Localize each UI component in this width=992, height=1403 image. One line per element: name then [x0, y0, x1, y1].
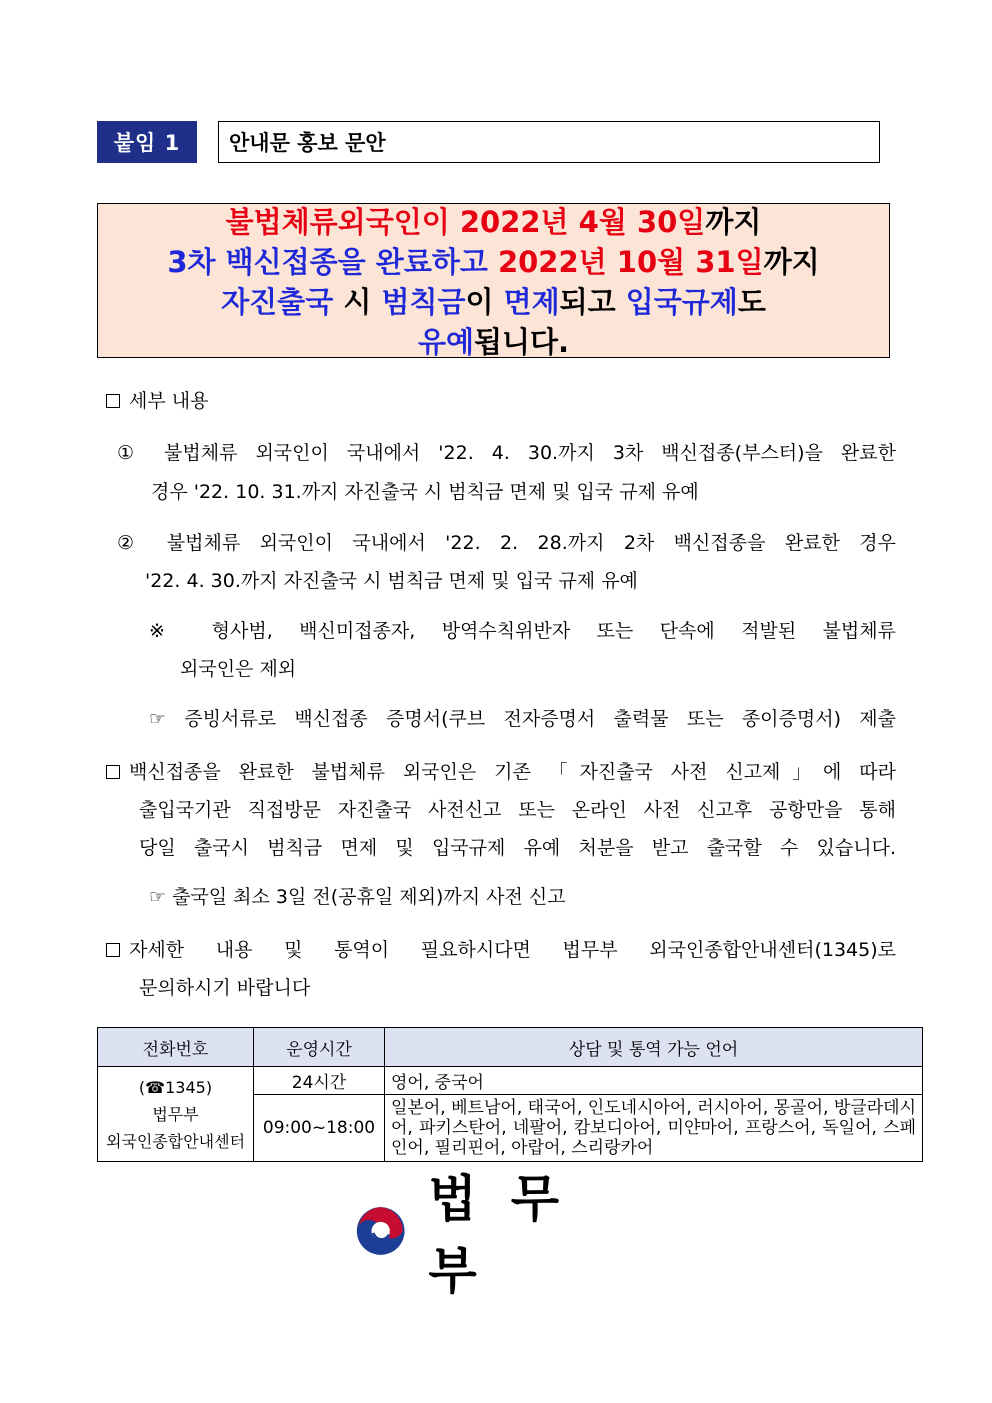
headline-line-4: [98, 324, 889, 364]
headline-segment: 불법체류외국인이 2022년 4월 30일: [225, 205, 706, 239]
table-row: [98, 1067, 923, 1095]
document-note: ☞ 증빙서류로 백신접종 증명서(쿠브 전자증명서 출력물 또는 종이증명서) 제출: [149, 708, 896, 730]
contact-line-2: 문의하시기 바랍니다: [139, 977, 311, 999]
taegeuk-emblem-icon: [355, 1203, 406, 1259]
details-item-1-line-2: 경우 '22. 10. 31.까지 자진출국 시 범칙금 면제 및 입국 규제 유예: [151, 481, 699, 503]
headline-segment: 자진출국: [221, 285, 334, 319]
phone-org: 법무부: [152, 1104, 199, 1124]
headline-segment: 2022년 10월 31일: [497, 245, 764, 279]
headline-segment: 면제: [503, 285, 560, 319]
details-item-2-line-2: '22. 4. 30.까지 자진출국 시 범칙금 면제 및 입국 규제 유예: [145, 570, 638, 592]
document-title: 안내문 홍보 문안: [218, 121, 880, 163]
checkbox-square-icon: [106, 943, 120, 957]
headline-segment: 됩니다.: [473, 325, 570, 359]
ministry-logo: [355, 1170, 655, 1300]
languages-cell: 일본어, 베트남어, 태국어, 인도네시아어, 러시아어, 몽골어, 방글라데시어, 파키스탄어, 네팔어, 캄보디아어, 미얀마어, 프랑스어, 독일어, 스페인어, 필리핀어, 아랍어, 스리랑카어: [385, 1095, 923, 1162]
headline-segment: 되고: [559, 285, 626, 319]
details-heading: 세부 내용: [106, 386, 208, 413]
attachment-label: 붙임 1: [97, 121, 197, 163]
headline-segment: 이: [465, 285, 504, 319]
details-item-2-line-1: ② 불법체류 외국인이 국내에서 '22. 2. 28.까지 2차 백신접종을 완료한 경우: [117, 532, 896, 554]
phone-number: (☎1345): [138, 1077, 213, 1097]
headline-segment: 도: [737, 285, 766, 319]
headline-segment: 3차 백신접종을 완료하고: [167, 245, 498, 279]
headline-box: [97, 203, 890, 358]
headline-segment: 범칙금: [381, 285, 466, 319]
headline-line-2: [98, 244, 889, 284]
contact-table: [97, 1027, 923, 1162]
procedure-line-1: 백신접종을 완료한 불법체류 외국인은 기존 「자진출국 사전 신고제」에 따라: [106, 757, 896, 784]
languages-cell: 영어, 중국어: [385, 1067, 923, 1095]
phone-cell: [98, 1067, 254, 1162]
table-header-hours: 운영시간: [254, 1028, 385, 1067]
hours-cell: 24시간: [254, 1067, 385, 1095]
table-header-languages: 상담 및 통역 가능 언어: [385, 1028, 923, 1067]
exclusion-note-line-1: ※ 형사범, 백신미접종자, 방역수칙위반자 또는 단속에 적발된 불법체류: [149, 620, 896, 642]
headline-segment: 시: [333, 285, 382, 319]
headline-segment: 까지: [763, 245, 820, 279]
headline-segment: 유예: [417, 325, 474, 359]
procedure-line-3: 당일 출국시 범칙금 면제 및 입국규제 유예 처분을 받고 출국할 수 있습니다.: [139, 837, 896, 859]
headline-segment: 입국규제: [625, 285, 738, 319]
contact-line-1: 자세한 내용 및 통역이 필요하시다면 법무부 외국인종합안내센터(1345)로: [106, 935, 896, 962]
phone-center-name: 외국인종합안내센터: [105, 1131, 246, 1151]
headline-line-3: [98, 284, 889, 324]
procedure-note: ☞ 출국일 최소 3일 전(공휴일 제외)까지 사전 신고: [149, 886, 566, 908]
details-item-1-line-1: ① 불법체류 외국인이 국내에서 '22. 4. 30.까지 3차 백신접종(부스터)을 완료한: [117, 442, 896, 464]
procedure-line-2: 출입국기관 직접방문 자진출국 사전신고 또는 온라인 사전 신고후 공항만을 통해: [139, 799, 896, 821]
table-header-row: [98, 1028, 923, 1067]
hours-cell: 09:00~18:00: [254, 1095, 385, 1162]
logo-text: 법무부: [428, 1170, 593, 1300]
checkbox-square-icon: [106, 394, 120, 408]
checkbox-square-icon: [106, 765, 120, 779]
table-header-phone: 전화번호: [98, 1028, 254, 1067]
headline-line-1: [98, 204, 889, 244]
exclusion-note-line-2: 외국인은 제외: [180, 658, 297, 680]
headline-segment: 까지: [705, 205, 762, 239]
